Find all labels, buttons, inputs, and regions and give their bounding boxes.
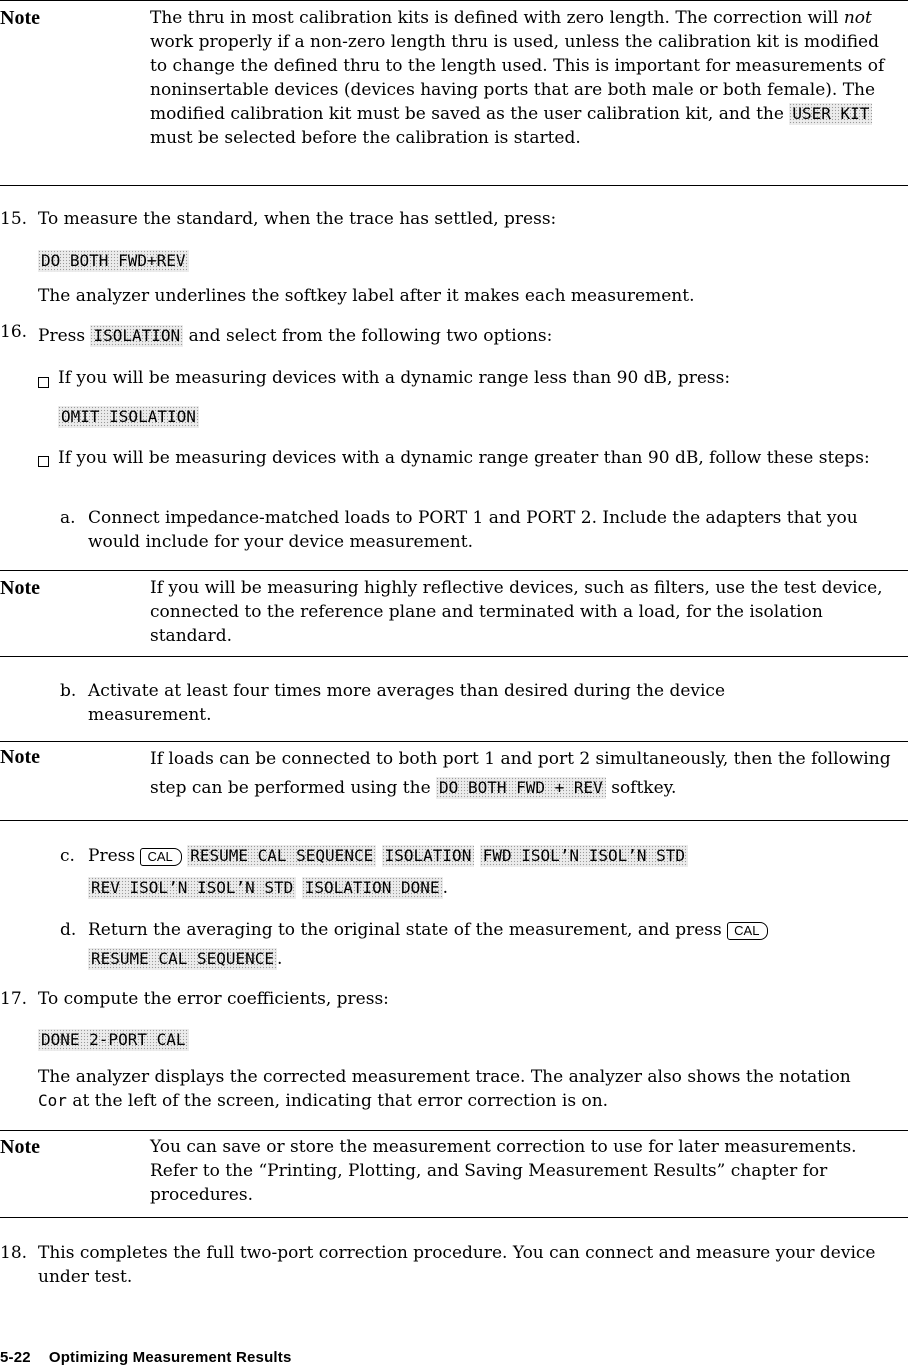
step-15-after: The analyzer underlines the softkey label after it makes each measurement. <box>38 286 695 306</box>
note-rule-top-2 <box>0 570 908 571</box>
user-kit-softkey[interactable]: USER KIT <box>789 103 872 125</box>
step-number-15: 15. <box>0 209 28 229</box>
page-footer <box>0 1346 292 1370</box>
step-17-after-post: at the left of the screen, indicating that error correction is on. <box>72 1091 609 1111</box>
do-both-fwd-rev-softkey[interactable]: DO BOTH FWD + REV <box>436 777 606 799</box>
resume-cal-sequence-softkey-2[interactable]: RESUME CAL SEQUENCE <box>88 948 277 970</box>
resume-cal-sequence-softkey[interactable]: RESUME CAL SEQUENCE <box>187 845 376 867</box>
note-label-4: Note <box>0 1136 40 1158</box>
note-rule-bottom-1 <box>0 185 908 186</box>
note-text: You can save or store the measurement correction to use for later measurements. Refer to the “Printing, Plotting, and Saving Measurement Results” chapter for procedures. <box>150 1137 857 1205</box>
emphasis-text: not <box>843 8 872 28</box>
step-16-post: and select from the following two options: <box>188 326 553 346</box>
substep-d-line2 <box>88 947 282 971</box>
step-15-softkey-line <box>38 249 189 273</box>
note-text: If you will be measuring highly reflective devices, such as filters, use the test device, connected to the reference plane and terminated with a load, for the isolation standard. <box>150 578 883 646</box>
omit-isolation-softkey[interactable]: OMIT ISOLATION <box>58 406 199 428</box>
note-body-2 <box>150 576 900 648</box>
chapter-title: Optimizing Measurement Results <box>48 1349 292 1366</box>
note-body-3 <box>150 745 900 803</box>
step-17-after-pre: The analyzer displays the corrected measurement trace. The analyzer also shows the notation <box>38 1067 851 1087</box>
step-number-17: 17. <box>0 989 28 1009</box>
note-text: If loads can be connected to both port 1 and port 2 simultaneously, then the following step can be performed using the <box>150 749 891 798</box>
step-number-18: 18. <box>0 1243 28 1263</box>
option-1-softkey-line <box>58 405 199 429</box>
step-17-softkey-line <box>38 1028 189 1052</box>
cal-hardkey-2[interactable]: CAL <box>727 922 768 940</box>
option-2-text: If you will be measuring devices with a dynamic range greater than 90 dB, follow these steps: <box>58 448 870 468</box>
do-both-fwd-rev-softkey[interactable]: DO BOTH FWD+REV <box>38 250 189 272</box>
step-16-text <box>38 324 898 348</box>
cal-hardkey[interactable]: CAL <box>140 848 181 866</box>
note-text: work properly if a non-zero length thru is used, unless the calibration kit is modified to change the defined thru to the length used. This is important for measurements of noninsertable devices (devices having ports that are both male or both female). The modified calibration kit must be saved as the user calibration kit, and the <box>150 32 885 124</box>
note-rule-bottom-2 <box>0 656 908 657</box>
substep-c-line2 <box>88 876 898 900</box>
option-1-checkbox-icon <box>38 377 49 388</box>
substep-c-end: . <box>442 878 448 898</box>
substep-c-pre: Press <box>88 846 136 866</box>
note-body-4 <box>150 1135 870 1207</box>
note-rule-top-4 <box>0 1130 908 1131</box>
note-text: The thru in most calibration kits is defined with zero length. The correction will <box>150 8 844 28</box>
note-rule-top-1 <box>0 0 908 1</box>
substep-a-letter: a. <box>60 508 76 528</box>
substep-d-letter: d. <box>60 920 77 940</box>
step-number-16: 16. <box>0 322 28 342</box>
step-17-after <box>38 1065 868 1113</box>
substep-d-end: . <box>277 949 283 969</box>
note-rule-bottom-4 <box>0 1217 908 1218</box>
fwd-isoln-std-softkey[interactable]: FWD ISOL’N ISOL’N STD <box>480 845 688 867</box>
done-2-port-cal-softkey[interactable]: DONE 2-PORT CAL <box>38 1029 189 1051</box>
substep-a-text: Connect impedance-matched loads to PORT 1 and PORT 2. Include the adapters that you would include for your device measurement. <box>88 508 858 552</box>
substep-b-text: Activate at least four times more averages than desired during the device measurement. <box>88 681 726 725</box>
step-16-pre: Press <box>38 326 86 346</box>
note-rule-top-3 <box>0 741 908 742</box>
note-label-2: Note <box>0 577 40 599</box>
isolation-softkey[interactable]: ISOLATION <box>90 325 183 347</box>
cor-notation: Cor <box>38 1091 67 1110</box>
step-15-text: To measure the standard, when the trace has settled, press: <box>38 209 557 229</box>
substep-c-letter: c. <box>60 846 75 866</box>
step-18-text: This completes the full two-port correction procedure. You can connect and measure your device under test. <box>38 1243 876 1287</box>
note-body-1 <box>150 6 900 150</box>
note-text: softkey. <box>605 778 677 798</box>
substep-d-text: Return the averaging to the original state of the measurement, and press <box>88 920 722 940</box>
substep-c-line1 <box>88 844 898 868</box>
isolation-softkey-2[interactable]: ISOLATION <box>382 845 475 867</box>
substep-d-line1 <box>88 918 898 942</box>
step-17-text: To compute the error coefficients, press: <box>38 989 389 1009</box>
option-1-text: If you will be measuring devices with a dynamic range less than 90 dB, press: <box>58 368 731 388</box>
isolation-done-softkey[interactable]: ISOLATION DONE <box>302 877 443 899</box>
note-text: must be selected before the calibration is started. <box>150 128 581 148</box>
note-rule-bottom-3 <box>0 820 908 821</box>
substep-b-letter: b. <box>60 681 77 701</box>
note-label-3: Note <box>0 746 40 768</box>
note-label-1: Note <box>0 7 40 29</box>
page-number: 5-22 <box>0 1349 31 1366</box>
rev-isoln-std-softkey[interactable]: REV ISOL’N ISOL’N STD <box>88 877 296 899</box>
